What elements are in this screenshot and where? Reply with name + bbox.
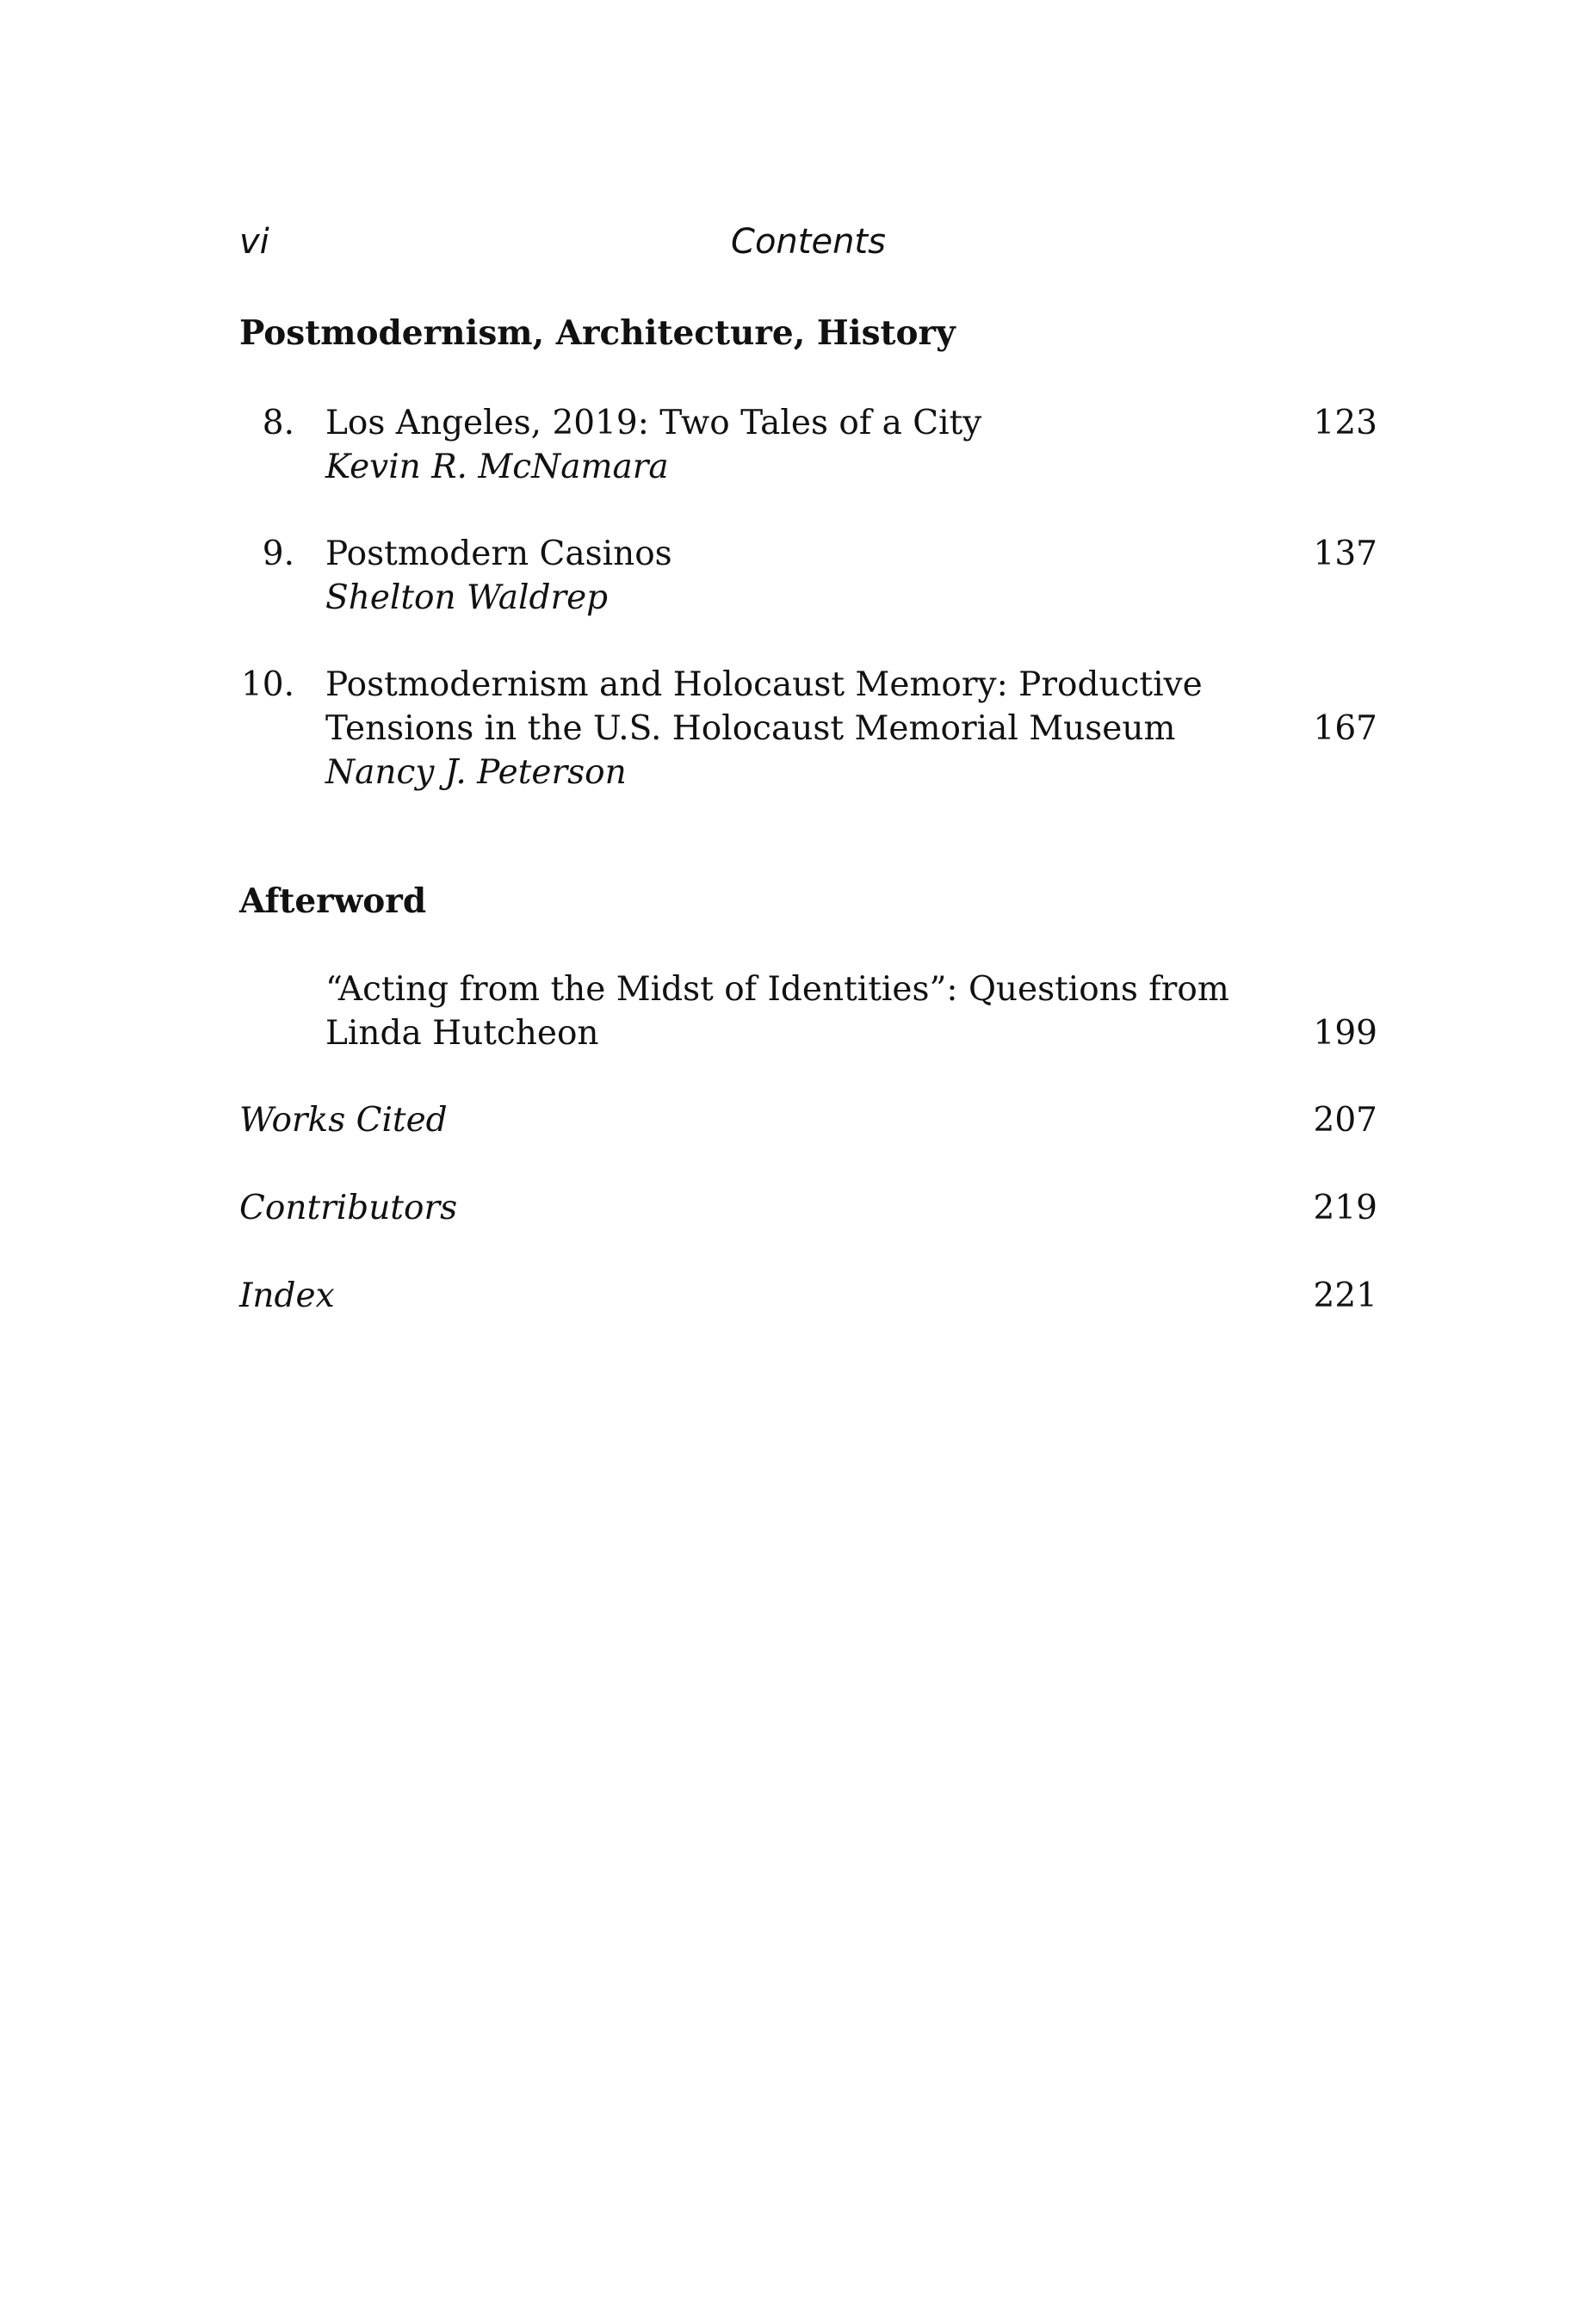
toc-entry[interactable] — [239, 663, 1377, 794]
page-number: 207 — [1313, 1101, 1377, 1140]
toc-entry-index[interactable] — [239, 1274, 1377, 1318]
chapter-title-line: “Acting from the Midst of Identities”: Questions from — [325, 970, 1229, 1009]
chapter-number: 9. — [262, 535, 294, 573]
chapter-author: Nancy J. Peterson — [325, 753, 627, 792]
chapter-author: Kevin R. McNamara — [325, 448, 669, 486]
back-matter-label: Works Cited — [239, 1101, 448, 1140]
page-number: 199 — [1313, 1014, 1377, 1053]
toc-entry[interactable] — [239, 967, 1377, 1055]
running-head-title: Contents — [731, 222, 886, 262]
section-heading: Afterword — [239, 881, 427, 921]
chapter-title-line: Los Angeles, 2019: Two Tales of a City — [325, 404, 982, 442]
page-folio: vi — [239, 222, 269, 262]
page-number: 123 — [1313, 404, 1377, 442]
chapter-number: 10. — [240, 665, 294, 704]
chapter-number: 8. — [262, 404, 294, 442]
chapter-title-line: Tensions in the U.S. Holocaust Memorial Museum — [325, 709, 1176, 748]
chapter-title-line: Linda Hutcheon — [325, 1014, 599, 1053]
page-number: 167 — [1313, 709, 1377, 748]
page-number: 137 — [1313, 535, 1377, 573]
back-matter-label: Index — [239, 1276, 335, 1315]
section-heading: Postmodernism, Architecture, History — [239, 313, 956, 353]
toc-entry-contributors[interactable] — [239, 1186, 1377, 1230]
chapter-title-line: Postmodernism and Holocaust Memory: Productive — [325, 665, 1203, 704]
chapter-title-line: Postmodern Casinos — [325, 535, 672, 573]
toc-entry-works-cited[interactable] — [239, 1098, 1377, 1142]
page-number: 221 — [1313, 1276, 1377, 1315]
back-matter-label: Contributors — [239, 1189, 458, 1227]
toc-entry[interactable] — [239, 532, 1377, 620]
page-number: 219 — [1313, 1189, 1377, 1227]
running-head — [239, 222, 1377, 274]
toc-entry[interactable] — [239, 401, 1377, 489]
chapter-author: Shelton Waldrep — [325, 578, 609, 617]
